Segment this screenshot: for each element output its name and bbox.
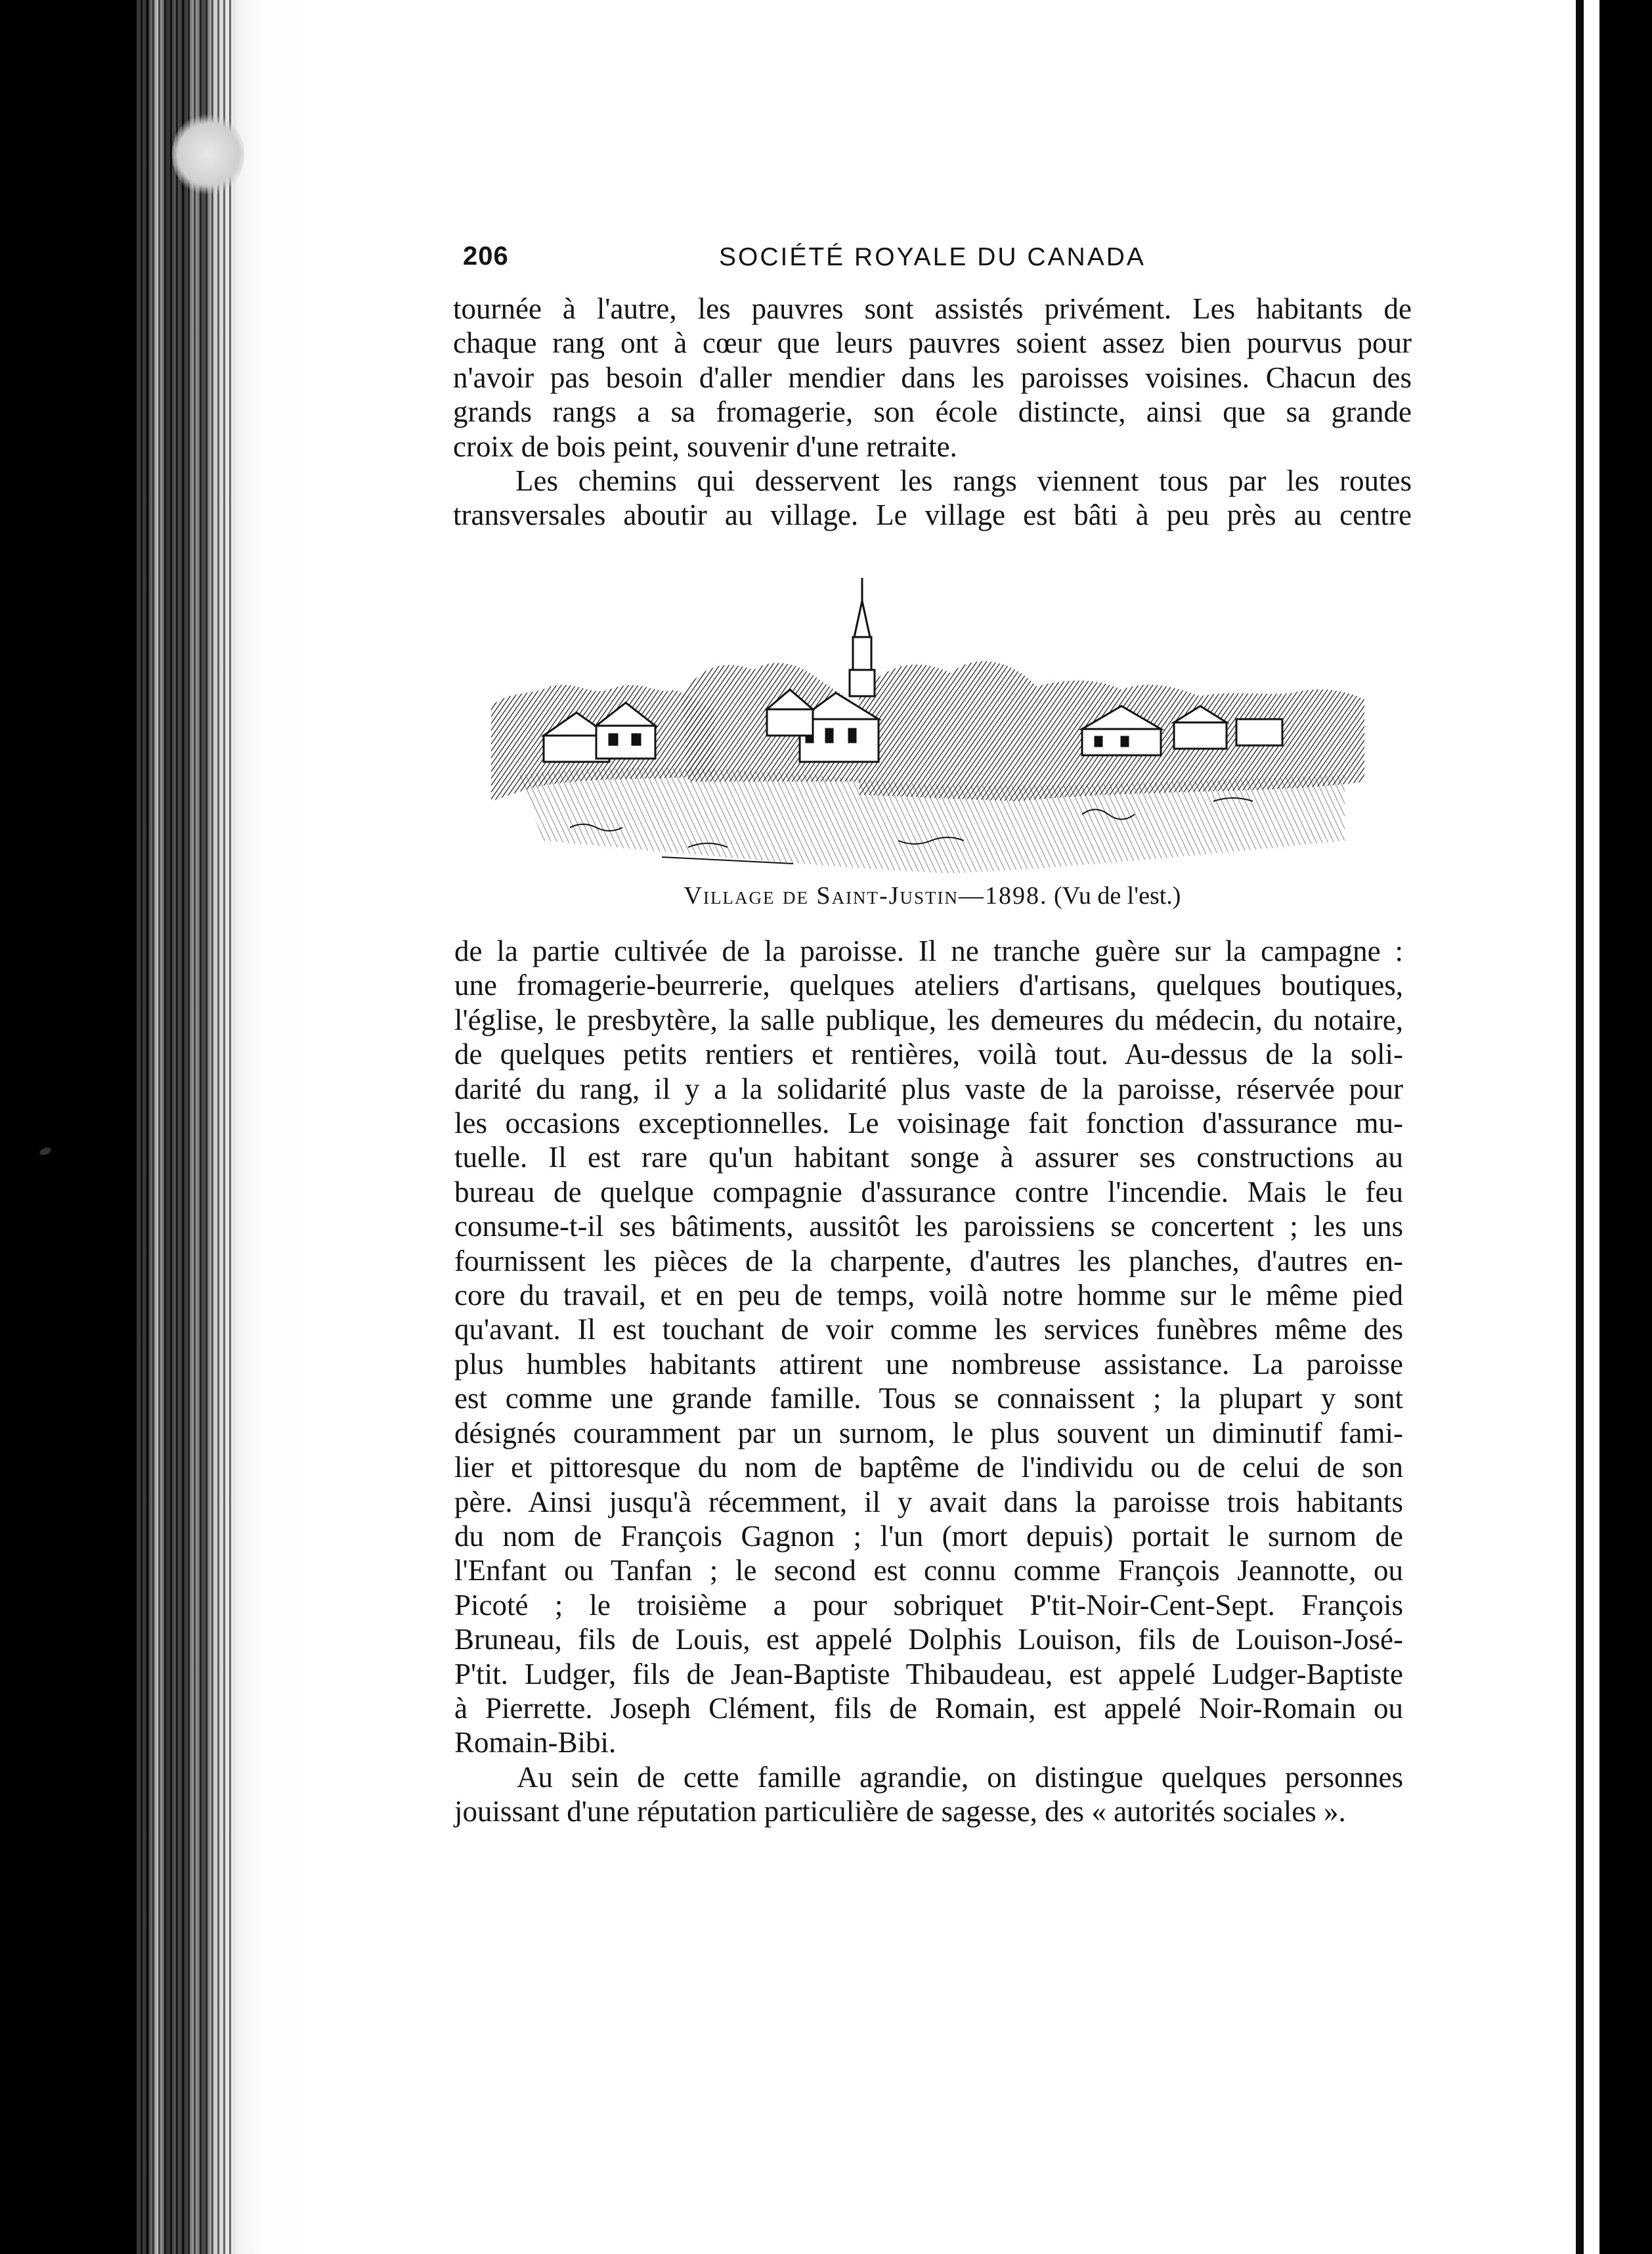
caption-note: (Vu de l'est.) [1054,882,1181,910]
text-line: de quelques petits rentiers et rentières, voilà tout. Au-dessus de la soli- [454,1038,1403,1071]
paragraph [454,1760,1403,1829]
right-page-edge [1576,0,1584,2254]
text-line: désignés couramment par un surnom, le plus souvent un diminutif fami- [454,1416,1403,1449]
page-number: 206 [463,242,509,271]
text-line: grands rangs a sa fromagerie, son école distincte, ainsi que sa grande [453,395,1412,429]
text-line: tournée à l'autre, les pauvres sont assistés privément. Les habitants de [453,292,1412,325]
text-line: lier et pittoresque du nom de baptême de l'individu ou de celui de son [454,1451,1403,1484]
upper-text-block [453,292,1412,533]
text-line: jouissant d'une réputation particulière de sagesse, des « autorités sociales ». [454,1795,1346,1828]
text-line: de la partie cultivée de la paroisse. Il ne tranche guère sur la campagne : [454,935,1403,967]
paper-stain [172,112,244,197]
text-line: n'avoir pas besoin d'aller mendier dans les paroisses voisines. Chacun des [453,361,1412,394]
text-line: père. Ainsi jusqu'à récemment, il y avait dans la paroisse trois habitants [454,1485,1403,1518]
text-line: plus humbles habitants attirent une nombreuse assistance. La paroisse [454,1347,1403,1381]
text-line: fournissent les pièces de la charpente, d'autres les planches, d'autres en- [454,1244,1403,1277]
village-engraving [491,565,1371,880]
right-dark-margin [1599,0,1652,2254]
page-header [463,242,1408,275]
text-line: à Pierrette. Joseph Clément, fils de Romain, est appelé Noir-Romain ou [454,1691,1403,1725]
lower-text-block [454,934,1403,1829]
figure-caption [453,881,1412,910]
running-title: SOCIÉTÉ ROYALE DU CANADA [719,243,1146,271]
text-line: l'église, le presbytère, la salle publique, les demeures du médecin, du notaire, [454,1003,1403,1036]
text-line: chaque rang ont à cœur que leurs pauvres soient assez bien pourvus pour [453,326,1412,360]
text-line: Romain-Bibi. [454,1726,617,1759]
caption-title: Village de Saint-Justin—1898. [684,882,1048,910]
text-line: tuelle. Il est rare qu'un habitant songe à assurer ses constructions au [454,1141,1403,1174]
text-line: croix de bois peint, souvenir d'une retraite. [453,430,957,463]
page-edges [135,0,233,2254]
paragraph [453,292,1412,464]
text-line: bureau de quelque compagnie d'assurance contre l'incendie. Mais le feu [454,1175,1403,1208]
text-line: Au sein de cette famille agrandie, on distingue quelques personnes [517,1760,1403,1794]
text-line: Bruneau, fils de Louis, est appelé Dolphis Louison, fils de Louison-José- [454,1623,1403,1656]
paragraph [454,934,1403,1760]
text-line: une fromagerie-beurrerie, quelques ateliers d'artisans, quelques boutiques, [454,969,1403,1002]
paragraph [453,464,1412,533]
text-line: core du travail, et en peu de temps, voilà notre homme sur le même pied [454,1279,1403,1312]
text-line: Picoté ; le troisième a pour sobriquet P'tit-Noir-Cent-Sept. François [454,1588,1403,1622]
text-line: l'Enfant ou Tanfan ; le second est connu comme François Jeannotte, ou [454,1554,1403,1587]
text-line: du nom de François Gagnon ; l'un (mort depuis) portait le surnom de [454,1519,1403,1553]
text-line: transversales aboutir au village. Le village est bâti à peu près au centre [453,498,1412,532]
text-line: qu'avant. Il est touchant de voir comme les services funèbres même des [454,1313,1403,1346]
text-line: consume-t-il ses bâtiments, aussitôt les paroissiens se concertent ; les uns [454,1210,1403,1243]
text-line: est comme une grande famille. Tous se connaissent ; la plupart y sont [454,1382,1403,1415]
text-line: les occasions exceptionnelles. Le voisinage fait fonction d'assurance mu- [454,1107,1403,1140]
text-line: darité du rang, il y a la solidarité plus vaste de la paroisse, réservée pour [454,1072,1403,1105]
text-line: Les chemins qui desservent les rangs viennent tous par les routes [515,464,1412,498]
text-line: P'tit. Ludger, fils de Jean-Baptiste Thibaudeau, est appelé Ludger-Baptiste [454,1657,1403,1691]
